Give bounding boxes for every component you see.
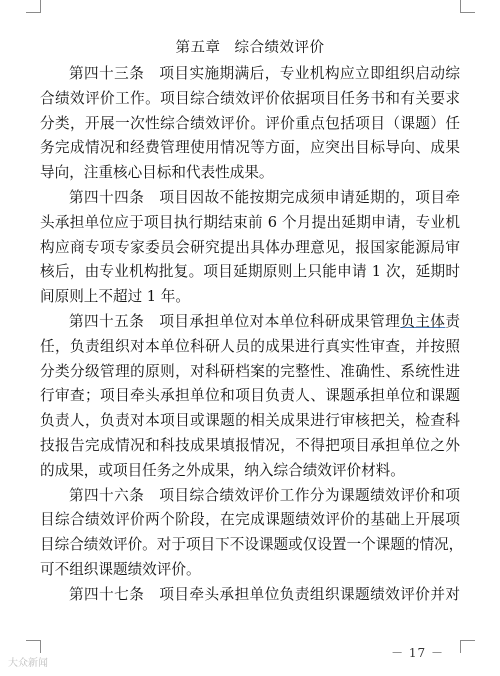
article-44 [40, 186, 460, 310]
document-body [40, 62, 464, 608]
article-43 [40, 62, 460, 186]
article-46 [40, 484, 464, 583]
article-46-line: 第四十六条 项目综合绩效评价工作分为课题绩效评价和项 [69, 486, 460, 504]
article-46-line: 可不组织课题绩效评价。 [40, 560, 201, 578]
article-43-line: 务完成情况和经费管理使用情况等方面，应突出目标导向、成果 [40, 139, 460, 157]
grammar-underlined-text: 负主体 [400, 312, 446, 330]
article-45-line: 分类分级管理的原则，对科研档案的完整性、准确性、系统性进 [40, 362, 460, 380]
article-44-line: 核后，由专业机构批复。项目延期原则上只能申请 1 次，延期时 [40, 263, 460, 281]
article-44-line: 间原则上不超过 1 年。 [40, 288, 190, 306]
article-47-line: 第四十七条 项目牵头承担单位负责组织课题绩效评价并对 [69, 585, 460, 603]
article-45-line: 任，负责组织对本单位科研人员的成果进行真实性审查，并按照 [40, 337, 460, 355]
article-44-line: 构应商专项专家委员会研究提出具体办理意见，报国家能源局审 [40, 238, 460, 256]
article-43-line: 合绩效评价工作。项目综合绩效评价依据项目任务书和有关要求 [40, 89, 460, 107]
article-43-line: 分类，开展一次性综合绩效评价。评价重点包括项目（课题）任 [40, 114, 460, 132]
article-45-line: 技报告完成情况和科技成果填报情况，不得把项目承担单位之外 [40, 436, 460, 454]
article-44-line: 第四十四条 项目因故不能按期完成须申请延期的，项目牵 [69, 188, 460, 206]
article-47 [40, 583, 460, 608]
article-46-line: 目综合绩效评价。对于项目下不设课题或仅设置一个课题的情况， [40, 536, 464, 554]
chapter-title: 综合绩效评价 [234, 40, 325, 56]
article-46-line: 目综合绩效评价两个阶段，在完成课题绩效评价的基础上开展项 [40, 511, 460, 529]
article-43-line: 第四十三条 项目实施期满后，专业机构应立即组织启动综 [69, 65, 460, 82]
article-45-line: 负责人，负责对本项目或课题的相关成果进行审核把关，检查科 [40, 412, 460, 430]
article-45 [40, 310, 460, 484]
watermark-text: 大众新闻 [8, 658, 48, 669]
article-43-line: 导向，注重核心目标和代表性成果。 [40, 164, 274, 182]
article-45-line: 行审查；项目牵头承担单位和项目负责人、课题承担单位和课题 [40, 387, 460, 405]
chapter-number: 第五章 [175, 40, 221, 56]
chapter-heading [0, 36, 500, 57]
crop-mark-bottom-left [26, 640, 41, 653]
crop-mark-bottom-right [460, 640, 475, 653]
article-44-line: 头承担单位应于项目执行期结束前 6 个月提出延期申请，专业机 [40, 213, 460, 231]
crop-mark-top-right [460, 0, 475, 13]
article-45-text: 第四十五条 项目承担单位对本单位科研成果管理 [69, 312, 401, 330]
article-45-text: 责 [445, 312, 460, 330]
article-45-line: 的成果，或项目任务之外成果，纳入综合绩效评价材料。 [40, 461, 405, 479]
crop-mark-top-left [26, 0, 41, 13]
article-45-line [40, 310, 460, 335]
page-number: － 17 － [391, 646, 444, 660]
